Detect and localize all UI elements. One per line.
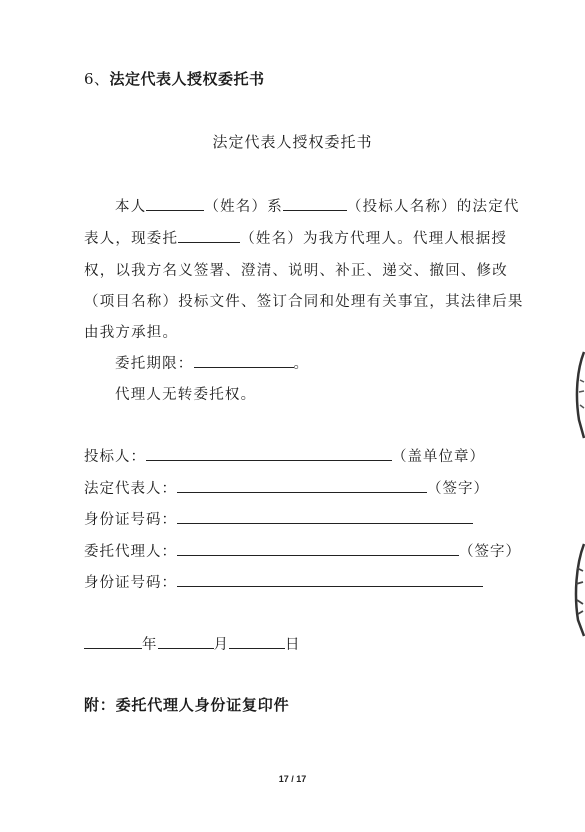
id-label: 身份证号码： xyxy=(84,512,177,528)
body-line-2 xyxy=(84,227,534,248)
name-blank xyxy=(146,196,204,211)
term-line xyxy=(115,352,565,373)
attachment-note: 附：委托代理人身份证复印件 xyxy=(84,696,290,714)
date-row xyxy=(84,633,301,654)
bidder-line xyxy=(146,446,392,461)
term-label: 委托期限： xyxy=(115,356,194,372)
term-end: 。 xyxy=(293,356,310,372)
id-line xyxy=(177,509,473,524)
body-text: （投标人名称）的法定代 xyxy=(346,199,520,215)
body-line-5: 由我方承担。 xyxy=(84,325,179,341)
body-text: （姓名）系 xyxy=(204,199,283,215)
term-blank xyxy=(194,353,294,368)
year-blank xyxy=(84,634,142,649)
legal-rep-row xyxy=(84,477,489,498)
section-heading xyxy=(84,68,265,89)
bidder-label: 投标人： xyxy=(84,449,146,465)
legal-rep-label: 法定代表人： xyxy=(84,481,177,497)
body-line-3: 权，以我方名义签署、澄清、说明、补正、递交、撤回、修改 xyxy=(84,263,508,279)
agent-row xyxy=(84,540,521,561)
month-blank xyxy=(158,634,214,649)
bidder-row xyxy=(84,445,485,466)
bidder-name-blank xyxy=(283,196,347,211)
year-label: 年 xyxy=(142,637,158,653)
document-title: 法定代表人授权委托书 xyxy=(212,133,373,151)
agent-note: （签字） xyxy=(459,544,521,560)
section-number: 6、 xyxy=(84,70,110,88)
day-label: 日 xyxy=(285,637,301,653)
agent-name-blank xyxy=(178,228,240,243)
no-transfer-line: 代理人无转委托权。 xyxy=(115,387,257,403)
id-number-row-2 xyxy=(84,571,483,592)
day-blank xyxy=(229,634,285,649)
month-label: 月 xyxy=(213,637,229,653)
body-line-1 xyxy=(115,195,565,216)
agent-line xyxy=(177,541,459,556)
agent-label: 委托代理人： xyxy=(84,544,177,560)
legal-rep-line xyxy=(177,478,427,493)
partial-seal-mark xyxy=(571,350,585,440)
legal-rep-note: （签字） xyxy=(427,481,489,497)
bidder-note: （盖单位章） xyxy=(392,449,485,465)
body-text: 本人 xyxy=(115,199,147,215)
body-text: 表人，现委托 xyxy=(84,231,179,247)
id-line xyxy=(177,572,483,587)
page-number: 17 / 17 xyxy=(278,774,307,784)
id-number-row-1 xyxy=(84,508,473,529)
body-line-4: （项目名称）投标文件、签订合同和处理有关事宜，其法律后果 xyxy=(84,294,524,310)
section-title: 法定代表人授权委托书 xyxy=(109,70,265,88)
id-label: 身份证号码： xyxy=(84,575,177,591)
partial-seal-mark xyxy=(571,540,585,640)
body-text: （姓名）为我方代理人。代理人根据授 xyxy=(240,231,508,247)
